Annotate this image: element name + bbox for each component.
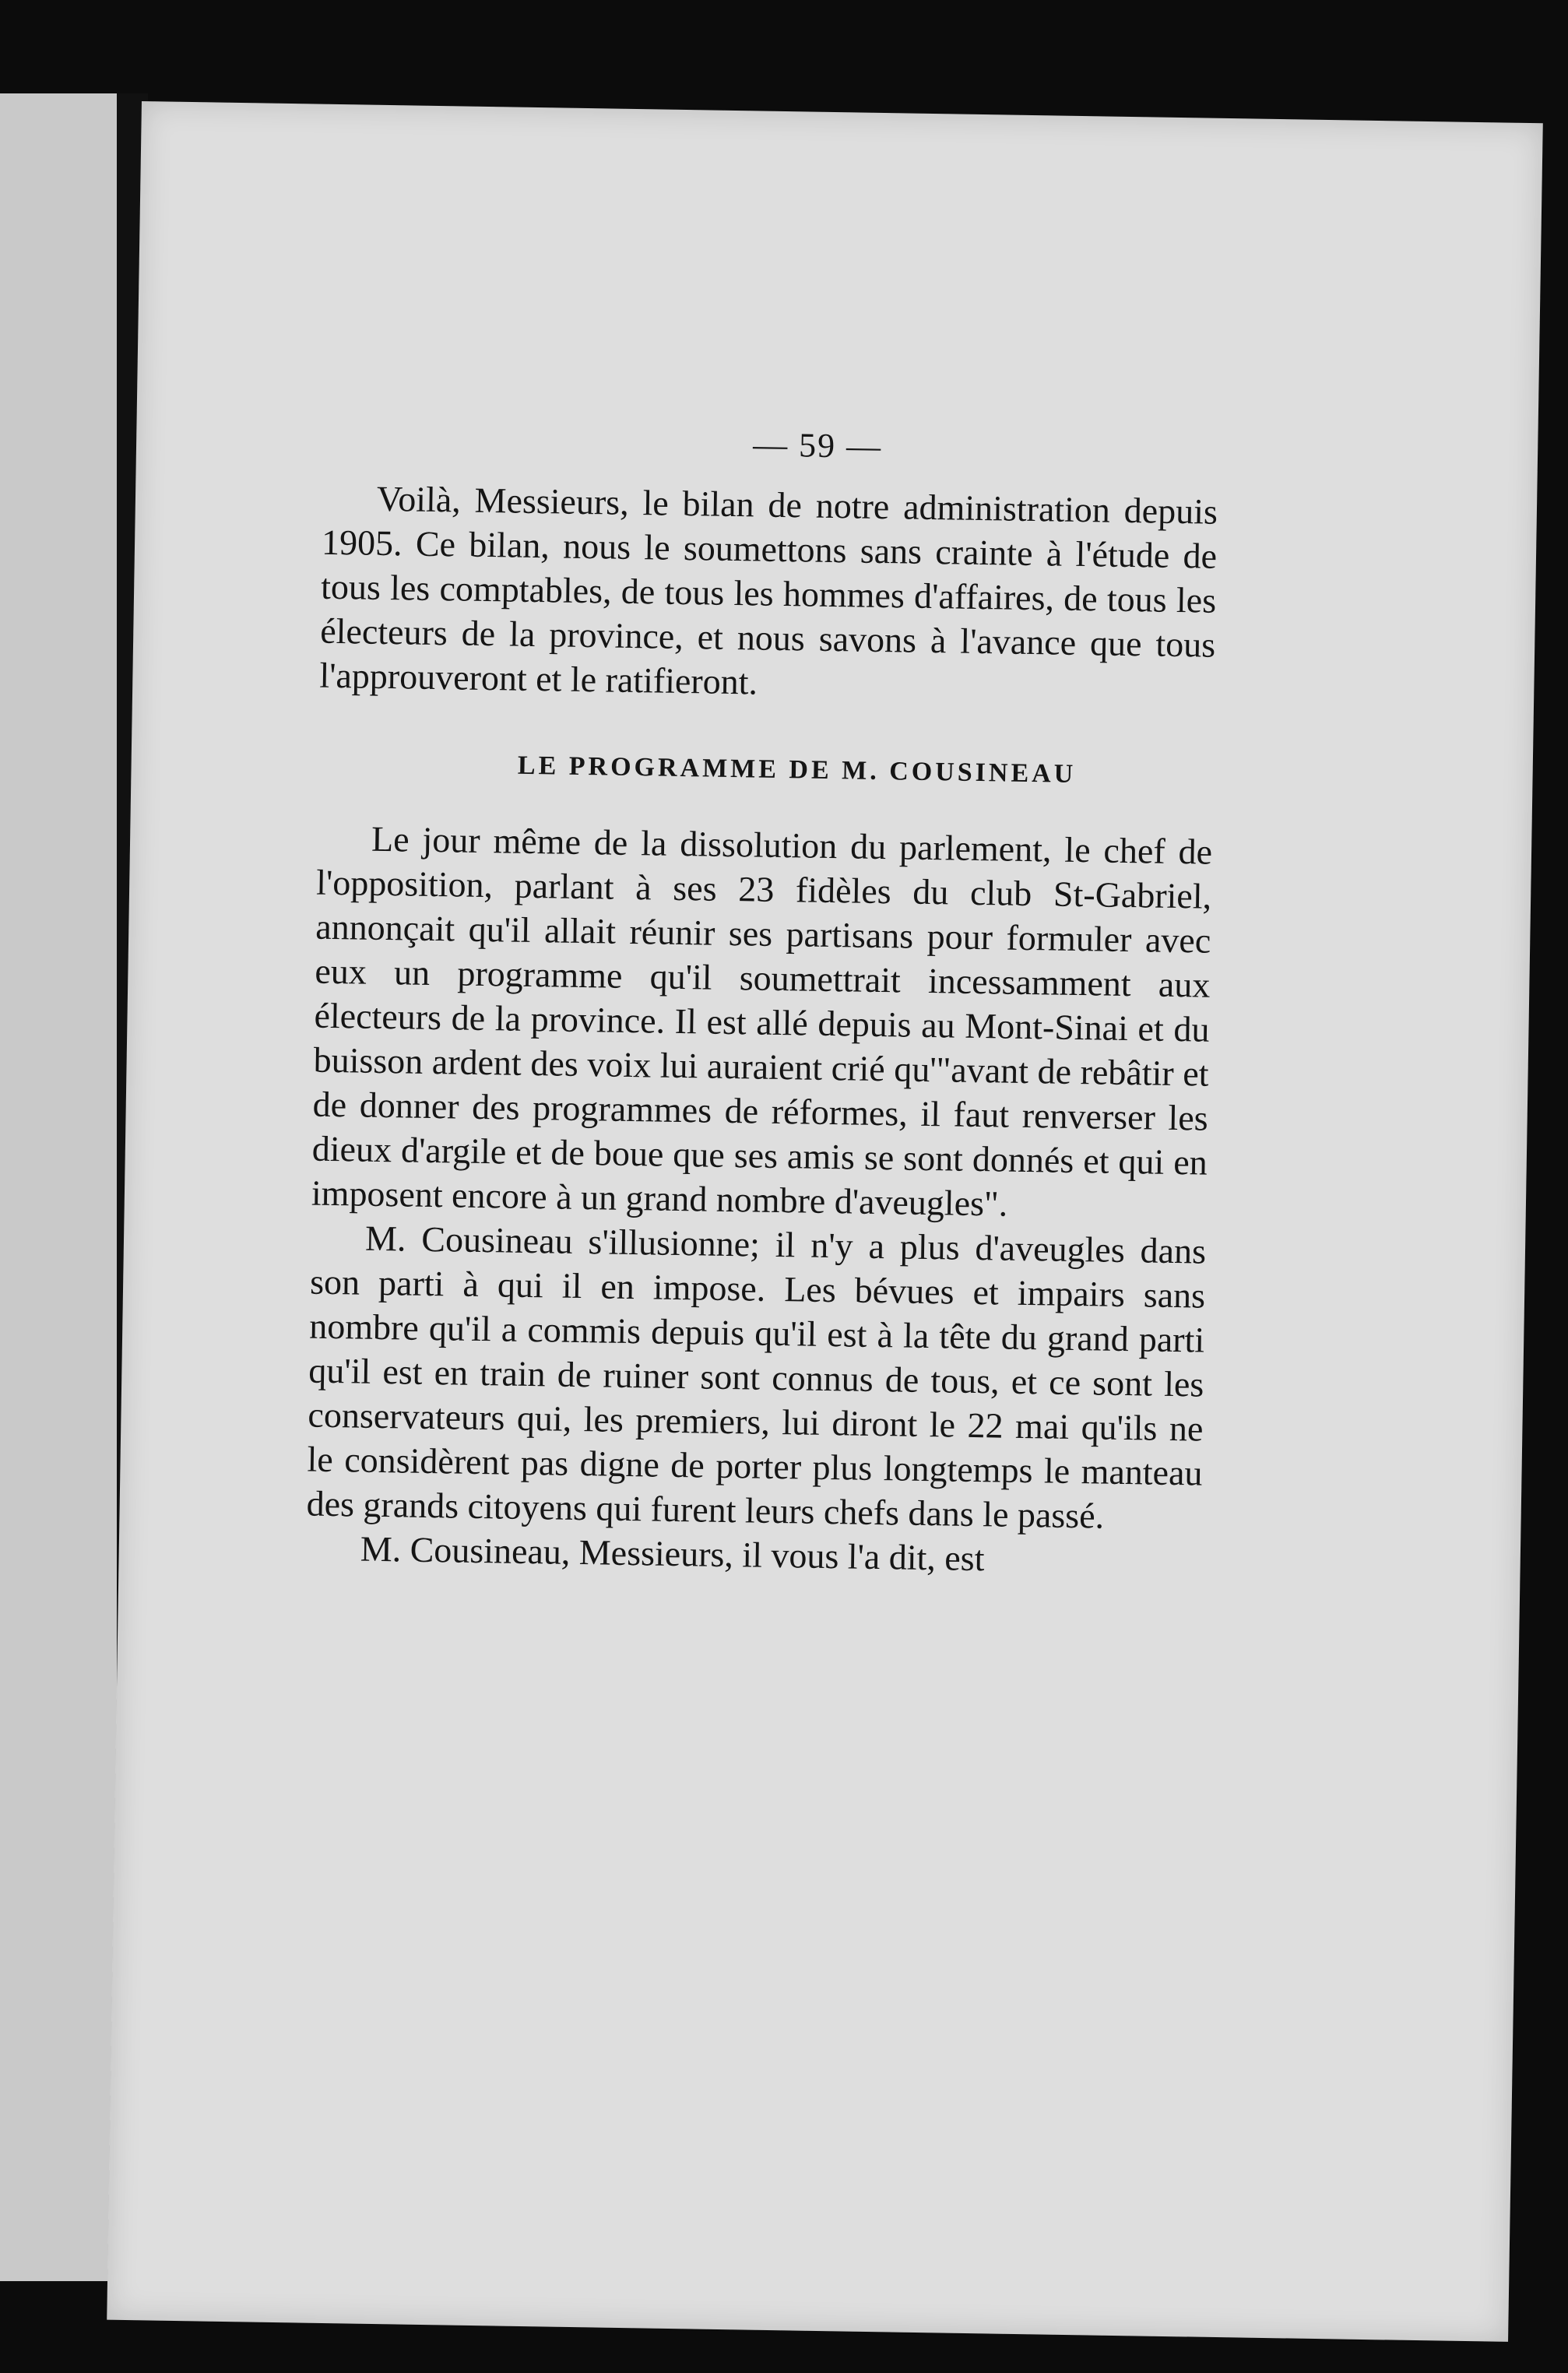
paragraph-continued: M. Cousineau, Messieurs, il vous l'a dit, est — [360, 1528, 985, 1579]
page-content — [305, 416, 1218, 1584]
paragraph-dissolution: Le jour même de la dissolution du parlement, le chef de l'opposition, parlant à ses 23 fidèles du club St-Gabriel, annonçait qu'il allait réunir ses partisans pour formuler avec eux un programme qu'il soumettrait incessamment aux électeurs de la province. Il est allé depuis au Mont-Sinai et du buisson ardent des voix lui auraient crié qu'"avant de rebâtir et de donner des programmes de réformes, il faut renverser les dieux d'argile et de boue que ses amis se sont donnés et qui en imposent encore à un grand nombre d'aveugles". — [311, 818, 1213, 1224]
paragraph-bilan: Voilà, Messieurs, le bilan de notre administration depuis 1905. Ce bilan, nous le soumettons sans crainte à l'étude de tous les comptables, de tous les hommes d'affaires, de tous les électeurs de la province, et nous savons à l'avance que tous l'approuveront et le ratifieront. — [319, 478, 1218, 702]
paragraph-illusion: M. Cousineau s'illusionne; il n'y a plus d'aveugles dans son parti à qui il en impose. Les bévues et impairs sans nombre qu'il a commis depuis qu'il est à la tête du grand parti qu'il est en train de ruiner sont connus de tous, et ce sont les conservateurs qui, les premiers, lui diront le 22 mai qu'ils ne le considèrent pas digne de porter plus longtemps le manteau des grands citoyens qui furent leurs chefs dans le passé. — [306, 1218, 1207, 1536]
section-title: LE PROGRAMME DE M. COUSINEAU — [517, 751, 1077, 789]
page-number: — 59 — — [752, 425, 883, 466]
book-page — [107, 101, 1543, 2342]
